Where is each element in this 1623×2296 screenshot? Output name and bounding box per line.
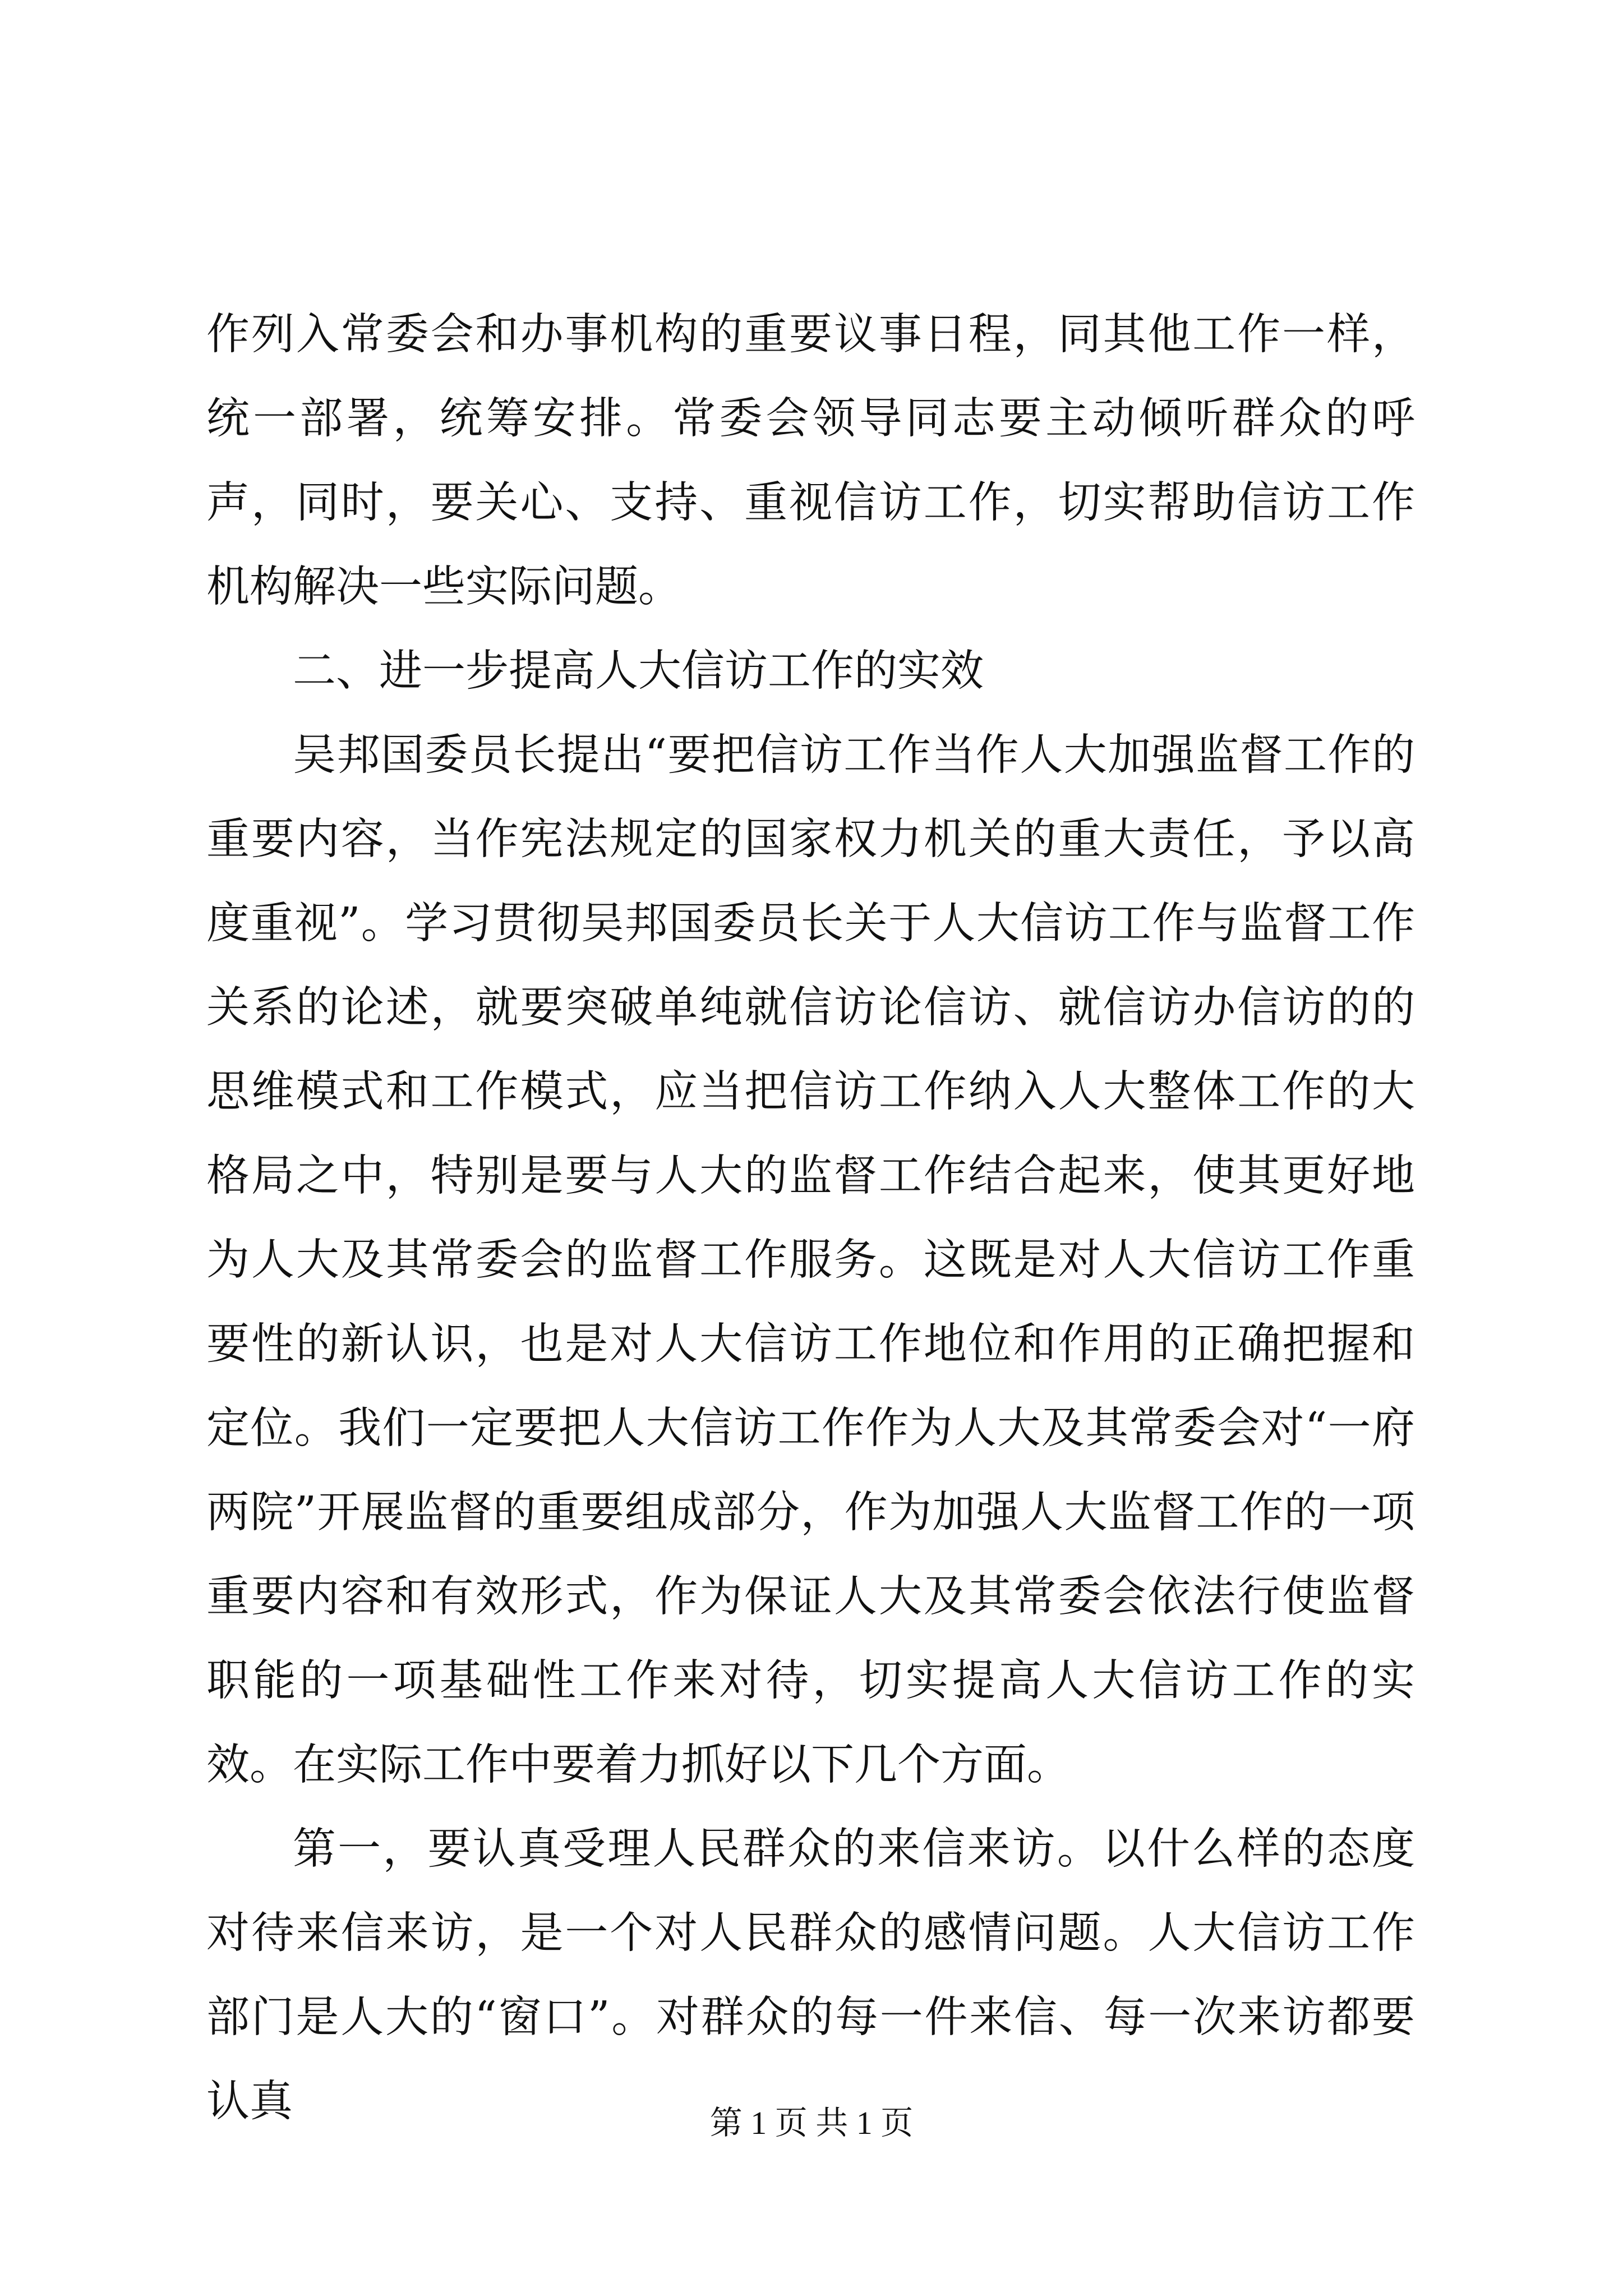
section-heading: 二、进一步提高人大信访工作的实效 [293, 646, 984, 696]
page-footer: 第 1 页 共 1 页 [709, 2105, 914, 2141]
paragraph-first-point: 第一，要认真受理人民群众的来信来访。以什么样的态度对待来信来访，是一个对人民群众的感情问题。人大信访工作部门是人大的“窗口”。对群众的每一件来信、每一次来访都要认真 [206, 1824, 1415, 2127]
paragraph-body: 吴邦国委员长提出“要把信访工作当作人大加强监督工作的重要内容，当作宪法规定的国家权力机关的重大责任，予以高度重视”。学习贯彻吴邦国委员长关于人大信访工作与监督工作关系的论述，就要突破单纯就信访论信访、就信访办信访的的思维模式和工作模式，应当把信访工作纳入人大整体工作的大格局之中，特别是要与人大的监督工作结合起来，使其更好地为人大及其常委会的监督工作服务。这既是对人大信访工作重要性的新认识，也是对人大信访工作地位和作用的正确把握和定位。我们一定要把人大信访工作作为人大及其常委会对“一府两院”开展监督的重要组成部分，作为加强人大监督工作的一项重要内容和有效形式，作为保证人大及其常委会依法行使监督职能的一项基础性工作来对待，切实提高人大信访工作的实效。在实际工作中要着力抓好以下几个方面。 [206, 730, 1415, 1790]
paragraph-continuation: 作列入常委会和办事机构的重要议事日程，同其他工作一样，统一部署，统筹安排。常委会领导同志要主动倾听群众的呼声，同时，要关心、支持、重视信访工作，切实帮助信访工作机构解决一些实际问题。 [206, 310, 1415, 612]
document-body [206, 293, 1415, 2144]
